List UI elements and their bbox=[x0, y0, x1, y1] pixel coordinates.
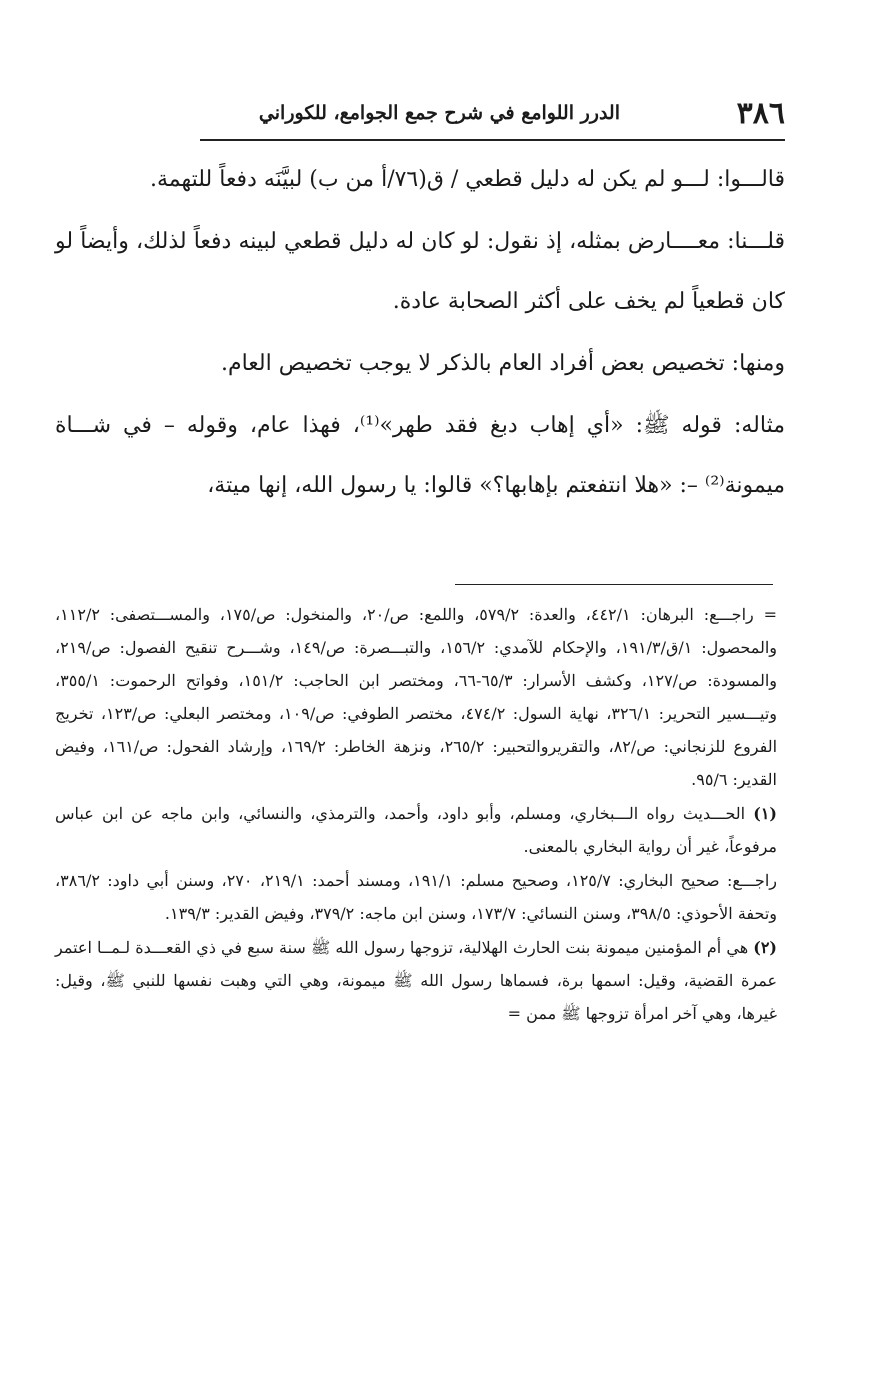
footnote-2-text: هي أم المؤمنين ميمونة بنت الحارث الهلالية، تزوجها رسول الله ﷺ سنة سبع في ذي القعـــدة لـمــا اعتمر عمرة القضية، وقيل: اسمها برة، فسماها رسول الله ﷺ ميمونة، وهي التي وهبت نفسها للنبي ﷺ، وقيل: غيرها، وهي آخر امرأة تزوجها ﷺ ممن = bbox=[55, 938, 777, 1023]
paragraph-4: مثاله: قوله ﷺ: «أي إهاب دبغ فقد طهر»⁽¹⁾، فهذا عام، وقوله – في شـــاة ميمونة⁽²⁾ –: «هلا انتفعتم بإهابها؟» قالوا: يا رسول الله، إنها ميتة، bbox=[55, 413, 785, 498]
paragraph-2: قلـــنا: معــــارض بمثله، إذ نقول: لو كان له دليل قطعي لبينه دفعاً لذلك، وأيضاً لو كان قطعياً لم يخف على أكثر الصحابة عادة. bbox=[55, 229, 785, 314]
page-number: ٣٨٦ bbox=[736, 96, 785, 131]
footnote-1 bbox=[55, 797, 777, 863]
main-text bbox=[55, 150, 785, 516]
footnote-separator bbox=[455, 584, 773, 585]
running-title: الدرر اللوامع في شرح جمع الجوامع، للكوراني bbox=[258, 102, 620, 124]
footnote-1-text: الحـــديث رواه الـــبخاري، ومسلم، وأبو داود، وأحمد، والترمذي، والنسائي، وابن ماجه عن ابن عباس مرفوعاً، غير أن رواية البخاري بالمعنى. bbox=[55, 804, 777, 856]
header-rule bbox=[200, 139, 785, 141]
paragraph-1: قالـــوا: لـــو لم يكن له دليل قطعي / ق(٧٦/أ من ب) لبيَّنَه دفعاً للتهمة. bbox=[149, 167, 785, 192]
footnotes bbox=[55, 598, 777, 1030]
paragraph-3: ومنها: تخصيص بعض أفراد العام بالذكر لا يوجب تخصيص العام. bbox=[220, 351, 785, 376]
footnote-2 bbox=[55, 931, 777, 1030]
footnote-2-mark: (٢) bbox=[753, 938, 777, 957]
footnote-1-mark: (١) bbox=[753, 804, 777, 823]
footnote-continuation: = راجـــع: البرهان: ٤٤٢/١، والعدة: ٥٧٩/٢، واللمع: ص/٢٠، والمنخول: ص/١٧٥، والمســـتصفى: ١١٢/٢، والمحصول: ١/ق/١٩١/٣، والإحكام للآمدي: ١٥٦/٢، والتبـــصرة: ص/١٤٩، وشـــرح تنقيح الفصول: ص/٢١٩، والمسودة: ص/١٢٧، وكشف الأسرار: ٦٥/٣-٦٦، ومختصر ابن الحاجب: ١٥١/٢، وفواتح الرحموت: ٣٥٥/١، وتيـــسير التحرير: ٣٢٦/١، نهاية السول: ٤٧٤/٢، مختصر الطوفي: ص/١٠٩، ومختصر البعلي: ص/١٢٣، تخريج الفروع للزنجاني: ص/٨٢، والتقريروالتحبير: ٢٦٥/٢، ونزهة الخاطر: ١٦٩/٢، وإرشاد الفحول: ص/١٦١، وفيض القدير: ٩٥/٦. bbox=[55, 605, 778, 789]
footnote-1-references: راجـــع: صحيح البخاري: ١٢٥/٧، وصحيح مسلم: ١٩١/١، ومسند أحمد: ٢١٩/١، ٢٧٠، وسنن أبي داود: ٣٨٦/٢، وتحفة الأحوذي: ٣٩٨/٥، وسنن النسائي: ١٧٣/٧، وسنن ابن ماجه: ٣٧٩/٢، وفيض القدير: ١٣٩/٣. bbox=[55, 871, 777, 923]
page-header bbox=[200, 96, 785, 136]
